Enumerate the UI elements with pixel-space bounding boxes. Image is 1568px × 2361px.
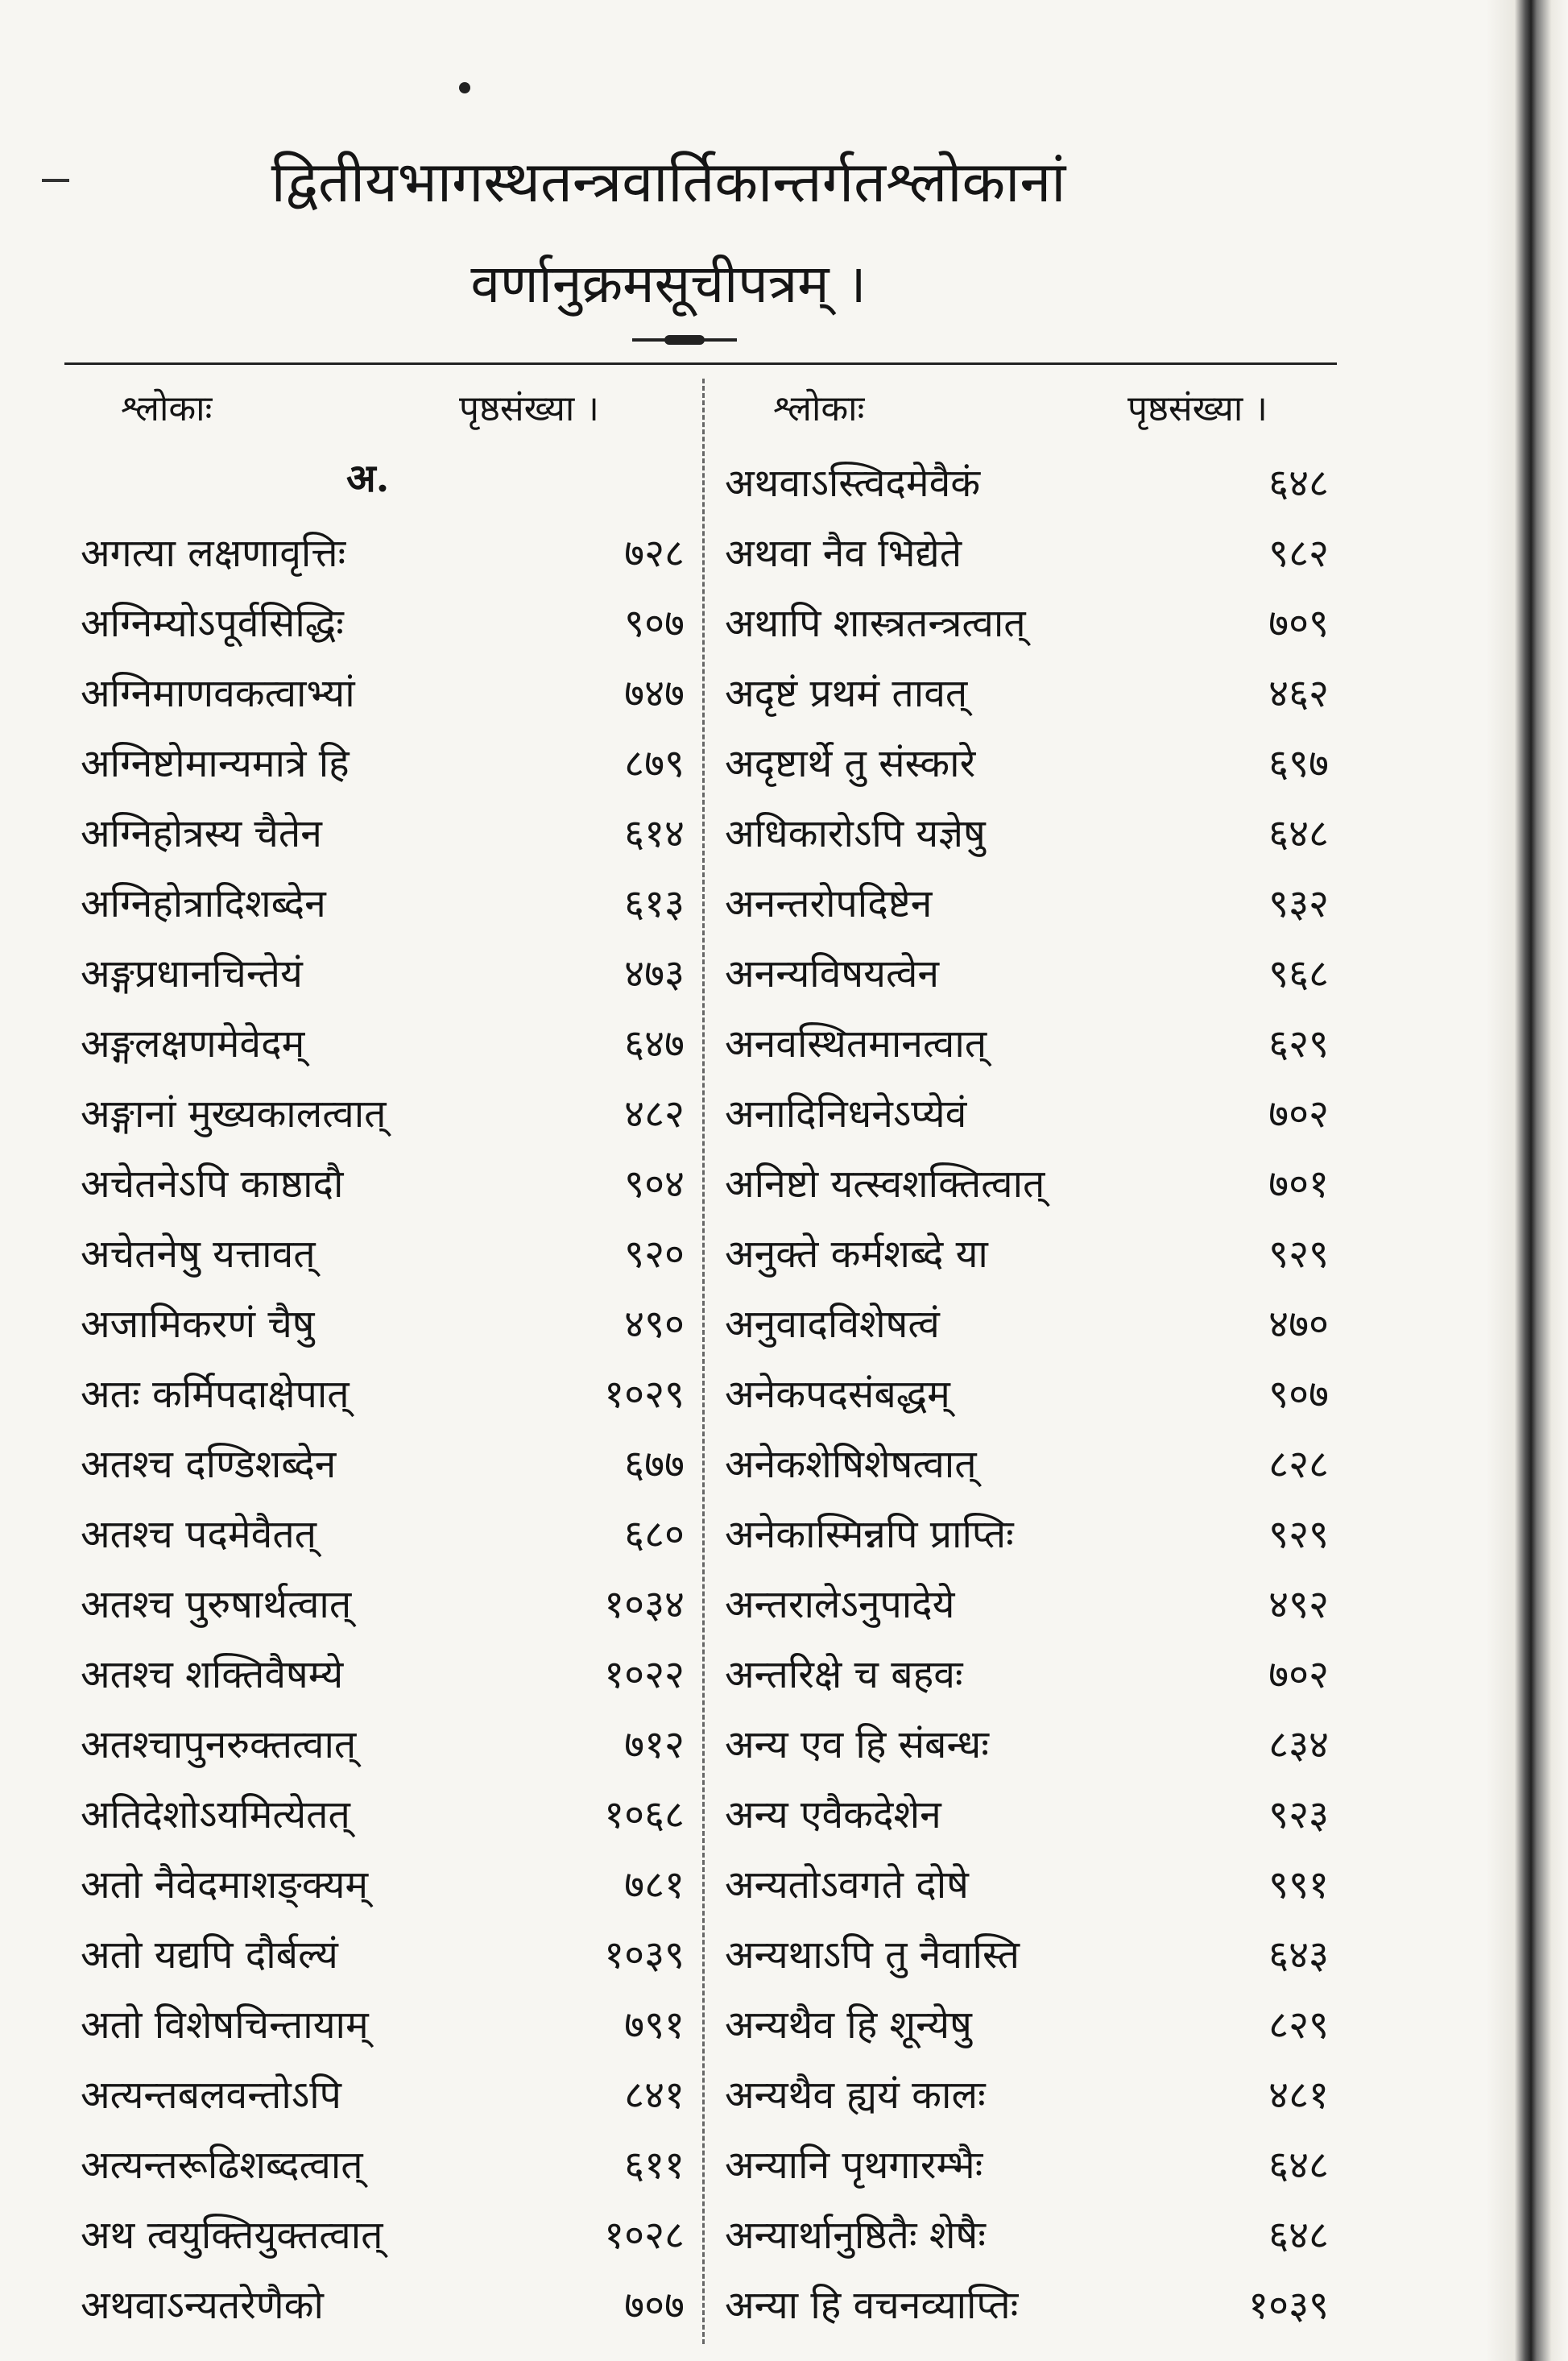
index-row: [81, 1853, 685, 1923]
verse-text: अन्तरालेऽनुपादेये: [725, 1582, 955, 1627]
verse-text: अङ्गप्रधानचिन्तेयं: [81, 951, 303, 996]
index-row: [725, 731, 1345, 801]
verse-text: अनन्तरोपदिष्टेन: [725, 881, 933, 926]
index-row: [81, 661, 685, 731]
index-row: [725, 451, 1345, 521]
page-number: ६११: [624, 2143, 685, 2188]
verse-text: अनेकशेषिशेषत्वात्: [725, 1442, 977, 1487]
right-index-column: [725, 451, 1345, 2343]
index-row: [81, 521, 685, 591]
verse-text: अगत्या लक्षणावृत्तिः: [81, 531, 346, 576]
page-number: १०३९: [604, 1932, 685, 1978]
page-number: ६४८: [1268, 2143, 1329, 2188]
verse-text: अनवस्थितमानत्वात्: [725, 1021, 987, 1067]
page-number: ९०७: [1268, 1372, 1329, 1417]
verse-text: अन्यथाऽपि तु नैवास्ति: [725, 1932, 1020, 1978]
index-row: [725, 1853, 1345, 1923]
verse-text: अन्तरिक्षे च बहवः: [725, 1652, 963, 1697]
page-number: १०२९: [604, 1372, 685, 1417]
index-row: [725, 1713, 1345, 1783]
page-number: ९६८: [1268, 951, 1329, 996]
verse-text: अन्यानि पृथगारम्भैः: [725, 2143, 983, 2188]
left-verse-header: श्लोकाः: [121, 388, 213, 429]
page-number: ८२८: [1268, 1442, 1329, 1487]
page-number: ७०२: [1268, 1652, 1329, 1697]
page-number: ७१२: [624, 1722, 685, 1767]
page-number: १०२८: [604, 2213, 685, 2258]
verse-text: अन्या हि वचनव्याप्तिः: [725, 2283, 1019, 2328]
index-row: [81, 1502, 685, 1572]
page-number: ८३४: [1268, 1722, 1329, 1767]
verse-text: अङ्गानां मुख्यकालत्वात्: [81, 1091, 387, 1137]
verse-text: अत्यन्तबलवन्तोऽपि: [81, 2073, 341, 2118]
index-row: [81, 1152, 685, 1222]
section-letter: अ.: [346, 456, 390, 501]
page-number: ७४७: [624, 671, 685, 716]
index-row: [725, 521, 1345, 591]
verse-text: अनादिनिधनेऽप्येवं: [725, 1091, 967, 1137]
index-row: [81, 1292, 685, 1362]
verse-text: अनुक्ते कर्मशब्दे या: [725, 1232, 988, 1277]
index-row: [725, 1502, 1345, 1572]
index-row: [725, 1572, 1345, 1642]
verse-text: अथापि शास्त्रतन्त्रत्वात्: [725, 601, 1026, 646]
verse-text: अङ्गलक्षणमेवेदम्: [81, 1021, 305, 1067]
index-row: [725, 2133, 1345, 2203]
verse-text: अनेकास्मिन्नपि प्राप्तिः: [725, 1512, 1014, 1557]
page-number: ७०१: [1268, 1162, 1329, 1207]
index-row: [725, 801, 1345, 872]
verse-text: अजामिकरणं चैषु: [81, 1302, 315, 1347]
verse-text: अन्य एव हि संबन्धः: [725, 1722, 989, 1767]
index-row: [81, 942, 685, 1012]
index-row: [725, 1362, 1345, 1432]
verse-text: अग्निहोत्रादिशब्देन: [81, 881, 326, 926]
index-row: [81, 731, 685, 801]
index-row: [81, 1012, 685, 1082]
index-row: [725, 1432, 1345, 1502]
column-divider: [702, 379, 705, 2344]
verse-text: अतश्चापुनरुक्तत्वात्: [81, 1722, 357, 1767]
index-row: [81, 1783, 685, 1853]
verse-text: अथ त्वयुक्तियुक्तत्वात्: [81, 2213, 383, 2258]
page-number: ९८२: [1268, 531, 1329, 576]
verse-text: अनेकपदसंबद्धम्: [725, 1372, 950, 1417]
page-number: ४७३: [624, 951, 685, 996]
verse-text: अन्य एवैकदेशेन: [725, 1792, 941, 1837]
page-number: ४९२: [1268, 1582, 1329, 1627]
page-number: ४७०: [1268, 1302, 1329, 1347]
index-row: [81, 1923, 685, 1993]
left-page-header: पृष्ठसंख्या ।: [459, 388, 599, 429]
index-row: [81, 2063, 685, 2133]
index-row: [81, 1082, 685, 1152]
page-number: १०३९: [1248, 2283, 1329, 2328]
page-number: ४८२: [624, 1091, 685, 1137]
page-number: ९२९: [1268, 1512, 1329, 1557]
index-row: [725, 591, 1345, 661]
index-row: [725, 1152, 1345, 1222]
index-row: [725, 1923, 1345, 1993]
index-row: [725, 1292, 1345, 1362]
verse-text: अदृष्टार्थे तु संस्कारे: [725, 741, 976, 786]
right-page-header: पृष्ठसंख्या ।: [1127, 388, 1268, 429]
page-number: ७२८: [624, 531, 685, 576]
page-number: ६२९: [1268, 1021, 1329, 1067]
verse-text: अचेतनेऽपि काष्ठादौ: [81, 1162, 344, 1207]
page-number: ६९७: [1268, 741, 1329, 786]
page-number: ८४१: [624, 2073, 685, 2118]
page-number: ९९१: [1268, 1862, 1329, 1907]
page-number: ९२९: [1268, 1232, 1329, 1277]
page-number: ९३२: [1268, 881, 1329, 926]
index-row: [81, 591, 685, 661]
index-row: [725, 1012, 1345, 1082]
verse-text: अतश्च पदमेवैतत्: [81, 1512, 317, 1557]
index-row: [81, 1642, 685, 1713]
page-number: ४६२: [1268, 671, 1329, 716]
index-row: [81, 872, 685, 942]
index-row: [81, 1572, 685, 1642]
page-number: ४९०: [624, 1302, 685, 1347]
verse-text: अन्यार्थानुष्ठितैः शेषैः: [725, 2213, 986, 2258]
right-verse-header: श्लोकाः: [773, 388, 865, 429]
page-number: ६१४: [624, 811, 685, 856]
page-subtitle: वर्णानुक्रमसूचीपत्रम् ।: [470, 253, 867, 315]
verse-text: अग्निहोत्रस्य चैतेन: [81, 811, 322, 856]
page-number: ७०९: [1268, 601, 1329, 646]
verse-text: अन्यतोऽवगते दोषे: [725, 1862, 969, 1907]
page-number: ८७९: [624, 741, 685, 786]
index-row: [81, 2273, 685, 2343]
index-row: [725, 2203, 1345, 2273]
page-number: ९२३: [1268, 1792, 1329, 1837]
page-number: ८२९: [1268, 2003, 1329, 2048]
verse-text: अचेतनेषु यत्तावत्: [81, 1232, 316, 1277]
verse-text: अनिष्टो यत्स्वशक्तित्वात्: [725, 1162, 1045, 1207]
verse-text: अतिदेशोऽयमित्येतत्: [81, 1792, 350, 1837]
verse-text: अतश्च दण्डिशब्देन: [81, 1442, 337, 1487]
page-number: ७०२: [1268, 1091, 1329, 1137]
verse-text: अदृष्टं प्रथमं तावत्: [725, 671, 968, 716]
verse-text: अथवा नैव भिद्येते: [725, 531, 962, 576]
page-number: ६४८: [1268, 811, 1329, 856]
index-row: [725, 661, 1345, 731]
page-number: ७८१: [624, 1862, 685, 1907]
verse-text: अथवाऽन्यतरेणैको: [81, 2283, 324, 2328]
page-number: १०२२: [604, 1652, 685, 1697]
verse-text: अतो यद्यपि दौर्बल्यं: [81, 1932, 338, 1978]
verse-text: अतो नैवेदमाशङ्क्यम्: [81, 1862, 369, 1907]
index-row: [81, 2203, 685, 2273]
verse-text: अधिकारोऽपि यज्ञेषु: [725, 811, 986, 856]
index-row: [81, 1432, 685, 1502]
verse-text: अतो विशेषचिन्तायाम्: [81, 2003, 369, 2048]
page-number: ६८०: [624, 1512, 685, 1557]
index-row: [725, 2063, 1345, 2133]
index-row: [725, 2273, 1345, 2343]
ink-dot: [459, 82, 470, 93]
verse-text: अत्यन्तरूढिशब्दत्वात्: [81, 2143, 363, 2188]
page-binding-edge: [1486, 0, 1568, 2361]
page-number: ६७७: [624, 1442, 685, 1487]
index-row: [81, 1993, 685, 2063]
index-row: [81, 1362, 685, 1432]
verse-text: अतश्च पुरुषार्थत्वात्: [81, 1582, 352, 1627]
verse-text: अतः कर्मिपदाक्षेपात्: [81, 1372, 350, 1417]
header-rule: [64, 362, 1337, 365]
index-row: [725, 1783, 1345, 1853]
verse-text: अग्निम्योऽपूर्वसिद्धिः: [81, 601, 344, 646]
verse-text: अनुवादविशेषत्वं: [725, 1302, 940, 1347]
index-row: [725, 1642, 1345, 1713]
page-number: ६१३: [624, 881, 685, 926]
verse-text: अनन्यविषयत्वेन: [725, 951, 940, 996]
verse-text: अतश्च शक्तिवैषम्ये: [81, 1652, 344, 1697]
page-number: ९२०: [624, 1232, 685, 1277]
page-number: ७०७: [624, 2283, 685, 2328]
index-row: [725, 942, 1345, 1012]
verse-text: अन्यथैव ह्ययं कालः: [725, 2073, 986, 2118]
page-number: ९०७: [624, 601, 685, 646]
page-number: ६४३: [1268, 1932, 1329, 1978]
left-index-column: [81, 451, 685, 2343]
page-number: १०६८: [604, 1792, 685, 1837]
index-row: [81, 801, 685, 872]
page-number: ६४७: [624, 1021, 685, 1067]
index-row: [81, 2133, 685, 2203]
verse-text: अग्निष्टोमान्यमात्रे हि: [81, 741, 350, 786]
page-number: ६४८: [1268, 2213, 1329, 2258]
index-row: [725, 1993, 1345, 2063]
verse-text: अथवाऽस्त्विदमेवैकं: [725, 461, 981, 506]
index-row: [81, 1222, 685, 1292]
page-number: १०३४: [604, 1582, 685, 1627]
page-number: ६४८: [1268, 461, 1329, 506]
index-row: [81, 1713, 685, 1783]
page-number: ९०४: [624, 1162, 685, 1207]
verse-text: अन्यथैव हि शून्येषु: [725, 2003, 972, 2048]
index-row: [725, 1222, 1345, 1292]
verse-text: अग्निमाणवकत्वाभ्यां: [81, 671, 355, 716]
page-number: ७९१: [624, 2003, 685, 2048]
index-row: [725, 872, 1345, 942]
index-row: [725, 1082, 1345, 1152]
title-ornament: [632, 338, 737, 342]
page-number: ४८१: [1268, 2073, 1329, 2118]
page-title: द्वितीयभागस्थतन्त्रवार्तिकान्तर्गतश्लोकानां: [271, 149, 1066, 215]
